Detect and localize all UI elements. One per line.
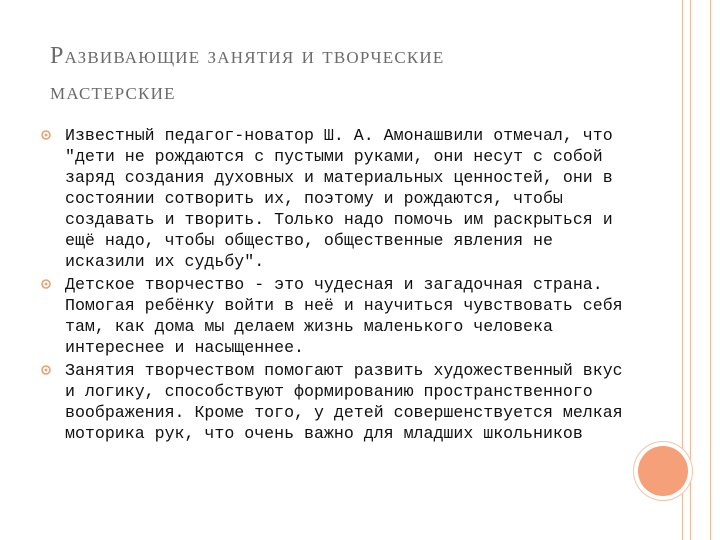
bullet-item (40, 274, 630, 358)
bullet-text: Известный педагог-новатор Ш. А. Амонашвили отмечал, что "дети не рождаются с пустыми руками, они несут с собой заряд создания духовных и материальных ценностей, они в состоянии сотворить их, поэтому и рождаются, чтобы создавать и творить. Только надо помочь им раскрыться и ещё надо, чтобы общество, общественные явления не исказили их судьбу". (65, 126, 613, 271)
sun-ring-icon (40, 129, 52, 141)
bullet-item (40, 125, 630, 272)
accent-circle (638, 446, 688, 496)
bullet-list (40, 125, 630, 444)
sun-ring-icon (40, 278, 52, 290)
slide-title (50, 38, 650, 110)
bullet-item (40, 360, 630, 444)
bullet-text: Занятия творчеством помогают развить художественный вкус и логику, способствуют формированию пространственного воображения. Кроме того, у детей совершенствуется мелкая моторика рук, что очень важно для младших школьников (65, 361, 623, 443)
accent-line-middle (690, 0, 691, 540)
slide-title-line-1: Развивающие занятия и творческие (50, 43, 445, 69)
accent-line-right (710, 0, 711, 540)
slide-title-line-2: мастерские (50, 79, 176, 105)
sun-ring-icon (40, 364, 52, 376)
bullet-text: Детское творчество - это чудесная и загадочная страна. Помогая ребёнку войти в неё и научиться чувствовать себя там, как дома мы делаем жизнь маленького человека интереснее и насыщеннее. (65, 275, 623, 357)
